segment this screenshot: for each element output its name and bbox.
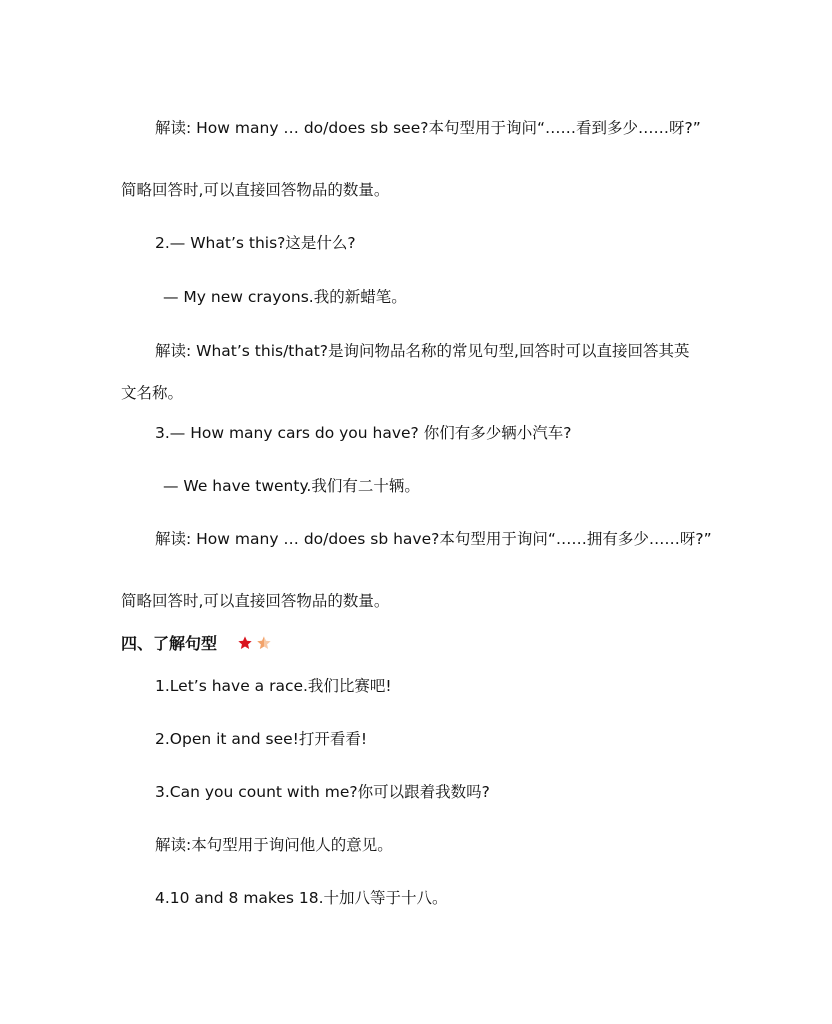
half-star-icon [256, 635, 272, 651]
paragraph-line: 解读: What’s this/that?是询问物品名称的常见句型,回答时可以直接回答其英 [155, 342, 690, 360]
section-heading-text: 四、了解句型 [121, 634, 218, 653]
sentence-item: 4.10 and 8 makes 18.十加八等于十八。 [155, 889, 448, 907]
sentence-item: 3.Can you count with me?你可以跟着我数吗? [155, 783, 490, 801]
paragraph-line: 解读: How many … do/does sb see?本句型用于询问“……看到多少……呀?” [155, 119, 701, 137]
rating-stars [237, 635, 273, 657]
sentence-item: 2.Open it and see!打开看看! [155, 730, 368, 748]
section-heading [121, 633, 272, 657]
paragraph-line: 解读:本句型用于询问他人的意见。 [155, 836, 393, 854]
sentence-item: 1.Let’s have a race.我们比赛吧! [155, 677, 392, 695]
paragraph-line: 简略回答时,可以直接回答物品的数量。 [121, 181, 390, 199]
example-answer: — My new crayons.我的新蜡笔。 [163, 288, 407, 306]
star-icon [237, 635, 253, 651]
paragraph-line: 简略回答时,可以直接回答物品的数量。 [121, 592, 390, 610]
example-question: 2.— What’s this?这是什么? [155, 234, 356, 252]
example-question: 3.— How many cars do you have? 你们有多少辆小汽车? [155, 424, 572, 442]
paragraph-line: 文名称。 [121, 384, 184, 402]
example-answer: — We have twenty.我们有二十辆。 [163, 477, 420, 495]
paragraph-line: 解读: How many … do/does sb have?本句型用于询问“……拥有多少……呀?” [155, 530, 712, 548]
